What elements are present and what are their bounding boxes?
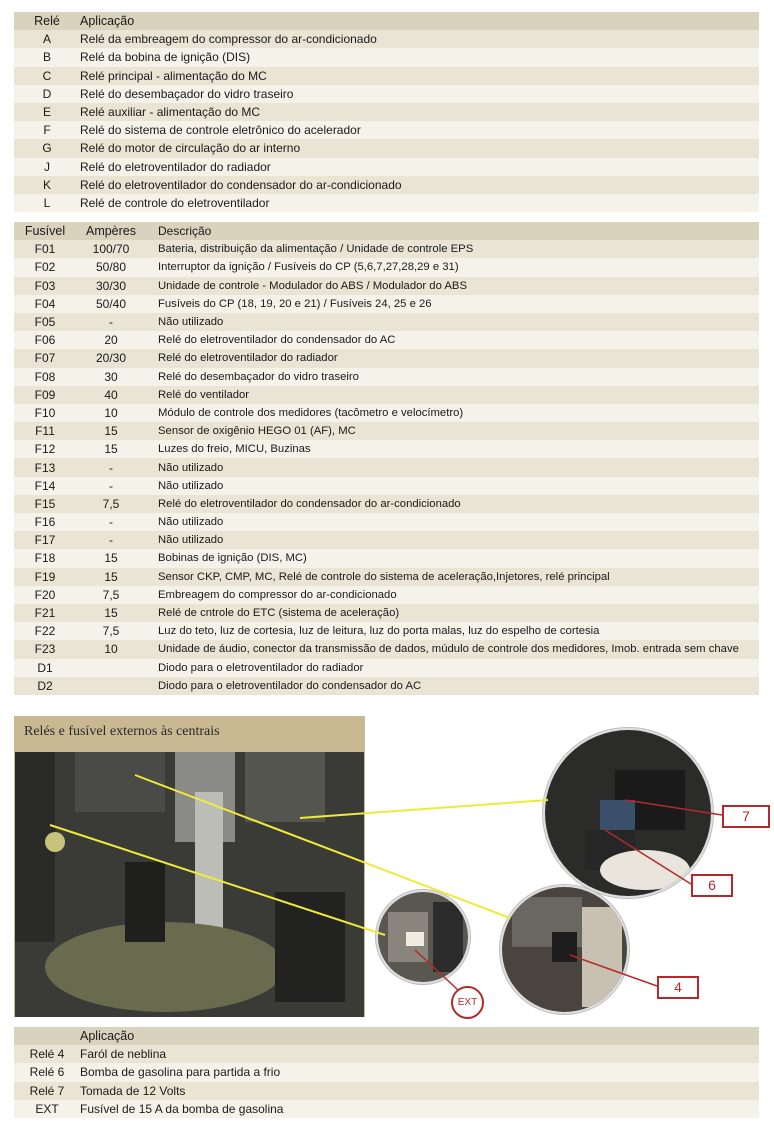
relay-desc: Relé auxiliar - alimentação do MC (80, 103, 759, 121)
relay-code: J (14, 158, 80, 176)
external-code: Relé 7 (14, 1082, 80, 1100)
external-row (14, 1100, 759, 1118)
callout-ext-fuse: EXT (451, 986, 484, 1019)
leader-line-top (300, 800, 548, 818)
fuse-amp: 50/80 (76, 258, 146, 276)
relay-code: G (14, 139, 80, 157)
relay-code: E (14, 103, 80, 121)
fuse-desc: Unidade de áudio, conector da transmissão de dados, múdulo de controle dos medidores, Imob. entrada sem chave (146, 640, 759, 658)
fuse-header-desc: Descrição (146, 222, 759, 240)
relay-header-desc: Aplicação (80, 12, 759, 30)
fuse-fuse: D1 (14, 659, 76, 677)
fuse-desc: Não utilizado (146, 313, 759, 331)
callout-relay-7: 7 (722, 805, 770, 828)
fuse-amp: 15 (76, 604, 146, 622)
relay-code: K (14, 176, 80, 194)
fuse-amp: 15 (76, 568, 146, 586)
callout-relay-6: 6 (691, 874, 733, 897)
fuse-header-fuse: Fusível (14, 222, 76, 240)
relay-code: L (14, 194, 80, 212)
fuse-fuse: F15 (14, 495, 76, 513)
fuse-desc: Relé do ventilador (146, 386, 759, 404)
fuse-fuse: F10 (14, 404, 76, 422)
relay-code: A (14, 30, 80, 48)
fuse-desc: Relé do desembaçador do vidro traseiro (146, 368, 759, 386)
leader-line-mid (135, 775, 510, 918)
fuse-amp: 30/30 (76, 277, 146, 295)
callout-line-6 (605, 830, 691, 884)
fuse-fuse: F05 (14, 313, 76, 331)
fuse-amp: - (76, 513, 146, 531)
fuse-fuse: D2 (14, 677, 76, 695)
external-desc: Bomba de gasolina para partida a frio (80, 1063, 759, 1081)
fuse-desc: Módulo de controle dos medidores (tacômetro e velocímetro) (146, 404, 759, 422)
fuse-amp: 7,5 (76, 586, 146, 604)
fuse-desc: Não utilizado (146, 513, 759, 531)
fuse-fuse: F06 (14, 331, 76, 349)
fuse-desc: Não utilizado (146, 458, 759, 476)
fuse-amp: 40 (76, 386, 146, 404)
fuse-fuse: F09 (14, 386, 76, 404)
fuse-header-amp: Ampères (76, 222, 146, 240)
fuse-fuse: F04 (14, 295, 76, 313)
fuse-fuse: F17 (14, 531, 76, 549)
callout-line-4 (570, 955, 657, 986)
relay-desc: Relé do desembaçador do vidro traseiro (80, 85, 759, 103)
fuse-amp: - (76, 458, 146, 476)
fuse-fuse: F11 (14, 422, 76, 440)
fuse-desc: Interruptor da ignição / Fusíveis do CP (5,6,7,27,28,29 e 31) (146, 258, 759, 276)
relay-desc: Relé do motor de circulação do ar interno (80, 139, 759, 157)
relay-code: C (14, 67, 80, 85)
fuse-amp: 20/30 (76, 349, 146, 367)
fuse-desc: Sensor CKP, CMP, MC, Relé de controle do sistema de aceleração,Injetores, relé principal (146, 568, 759, 586)
fuse-amp: 15 (76, 422, 146, 440)
fuse-desc: Embreagem do compressor do ar-condicionado (146, 586, 759, 604)
photo-section-title: Relés e fusível externos às centrais (24, 724, 220, 739)
fuse-desc: Diodo para o eletroventilador do condensador do AC (146, 677, 759, 695)
fuse-desc: Luz do teto, luz de cortesia, luz de leitura, luz do porta malas, luz do espelho de cortesia (146, 622, 759, 640)
fuse-amp: 15 (76, 549, 146, 567)
fuse-amp: - (76, 531, 146, 549)
external-desc: Faról de neblina (80, 1045, 759, 1063)
relay-code: B (14, 48, 80, 66)
fuse-amp: 100/70 (76, 240, 146, 258)
external-row (14, 1045, 759, 1063)
fuse-fuse: F16 (14, 513, 76, 531)
fuse-amp: 7,5 (76, 622, 146, 640)
fuse-desc: Bobinas de ignição (DIS, MC) (146, 549, 759, 567)
fuse-amp: 10 (76, 640, 146, 658)
external-code: EXT (14, 1100, 80, 1118)
fuse-amp: 50/40 (76, 295, 146, 313)
external-header-code (14, 1027, 80, 1045)
relay-desc: Relé do eletroventilador do radiador (80, 158, 759, 176)
fuse-desc: Diodo para o eletroventilador do radiador (146, 659, 759, 677)
external-relay-table (14, 1027, 759, 1118)
external-table-body (14, 1027, 759, 1118)
fuse-desc: Relé do eletroventilador do radiador (146, 349, 759, 367)
relay-header-code: Relé (14, 12, 80, 30)
fuse-desc: Relé de cntrole do ETC (sistema de aceleração) (146, 604, 759, 622)
external-code: Relé 6 (14, 1063, 80, 1081)
fuse-fuse: F12 (14, 440, 76, 458)
fuse-desc: Relé do eletroventilador do condensador do ar-condicionado (146, 495, 759, 513)
fuse-fuse: F02 (14, 258, 76, 276)
fuse-desc: Não utilizado (146, 531, 759, 549)
fuse-desc: Sensor de oxigênio HEGO 01 (AF), MC (146, 422, 759, 440)
external-row (14, 1063, 759, 1081)
relay-desc: Relé da bobina de ignição (DIS) (80, 48, 759, 66)
external-code: Relé 4 (14, 1045, 80, 1063)
relay-code: F (14, 121, 80, 139)
fuse-fuse: F18 (14, 549, 76, 567)
fuse-amp: 15 (76, 440, 146, 458)
fuse-amp: 10 (76, 404, 146, 422)
fuse-fuse: F01 (14, 240, 76, 258)
callout-relay-4: 4 (657, 976, 699, 999)
relay-desc: Relé da embreagem do compressor do ar-condicionado (80, 30, 759, 48)
callout-line-ext (415, 950, 458, 990)
fuse-desc: Relé do eletroventilador do condensador do AC (146, 331, 759, 349)
fuse-desc: Não utilizado (146, 477, 759, 495)
fuse-desc: Fusíveis do CP (18, 19, 20 e 21) / Fusíveis 24, 25 e 26 (146, 295, 759, 313)
fuse-fuse: F08 (14, 368, 76, 386)
fuse-fuse: F03 (14, 277, 76, 295)
relay-desc: Relé de controle do eletroventilador (80, 194, 759, 212)
external-desc: Fusível de 15 A da bomba de gasolina (80, 1100, 759, 1118)
fuse-desc: Unidade de controle - Modulador do ABS / Modulador do ABS (146, 277, 759, 295)
fuse-amp: 7,5 (76, 495, 146, 513)
fuse-amp: 20 (76, 331, 146, 349)
fuse-desc: Luzes do freio, MICU, Buzinas (146, 440, 759, 458)
fuse-fuse: F22 (14, 622, 76, 640)
fuse-fuse: F23 (14, 640, 76, 658)
external-desc: Tomada de 12 Volts (80, 1082, 759, 1100)
fuse-fuse: F20 (14, 586, 76, 604)
external-row (14, 1082, 759, 1100)
fuse-fuse: F19 (14, 568, 76, 586)
relay-code: D (14, 85, 80, 103)
callout-line-7 (625, 800, 722, 815)
relay-desc: Relé principal - alimentação do MC (80, 67, 759, 85)
fuse-fuse: F21 (14, 604, 76, 622)
external-header-row (14, 1027, 759, 1045)
fuse-amp: 30 (76, 368, 146, 386)
leader-line-ext (50, 825, 385, 935)
relay-desc: Relé do sistema de controle eletrônico do acelerador (80, 121, 759, 139)
relay-desc: Relé do eletroventilador do condensador do ar-condicionado (80, 176, 759, 194)
fuse-amp: - (76, 313, 146, 331)
fuse-amp: - (76, 477, 146, 495)
external-header-desc: Aplicação (80, 1027, 759, 1045)
fuse-fuse: F14 (14, 477, 76, 495)
fuse-fuse: F07 (14, 349, 76, 367)
fuse-fuse: F13 (14, 458, 76, 476)
fuse-desc: Bateria, distribuição da alimentação / Unidade de controle EPS (146, 240, 759, 258)
